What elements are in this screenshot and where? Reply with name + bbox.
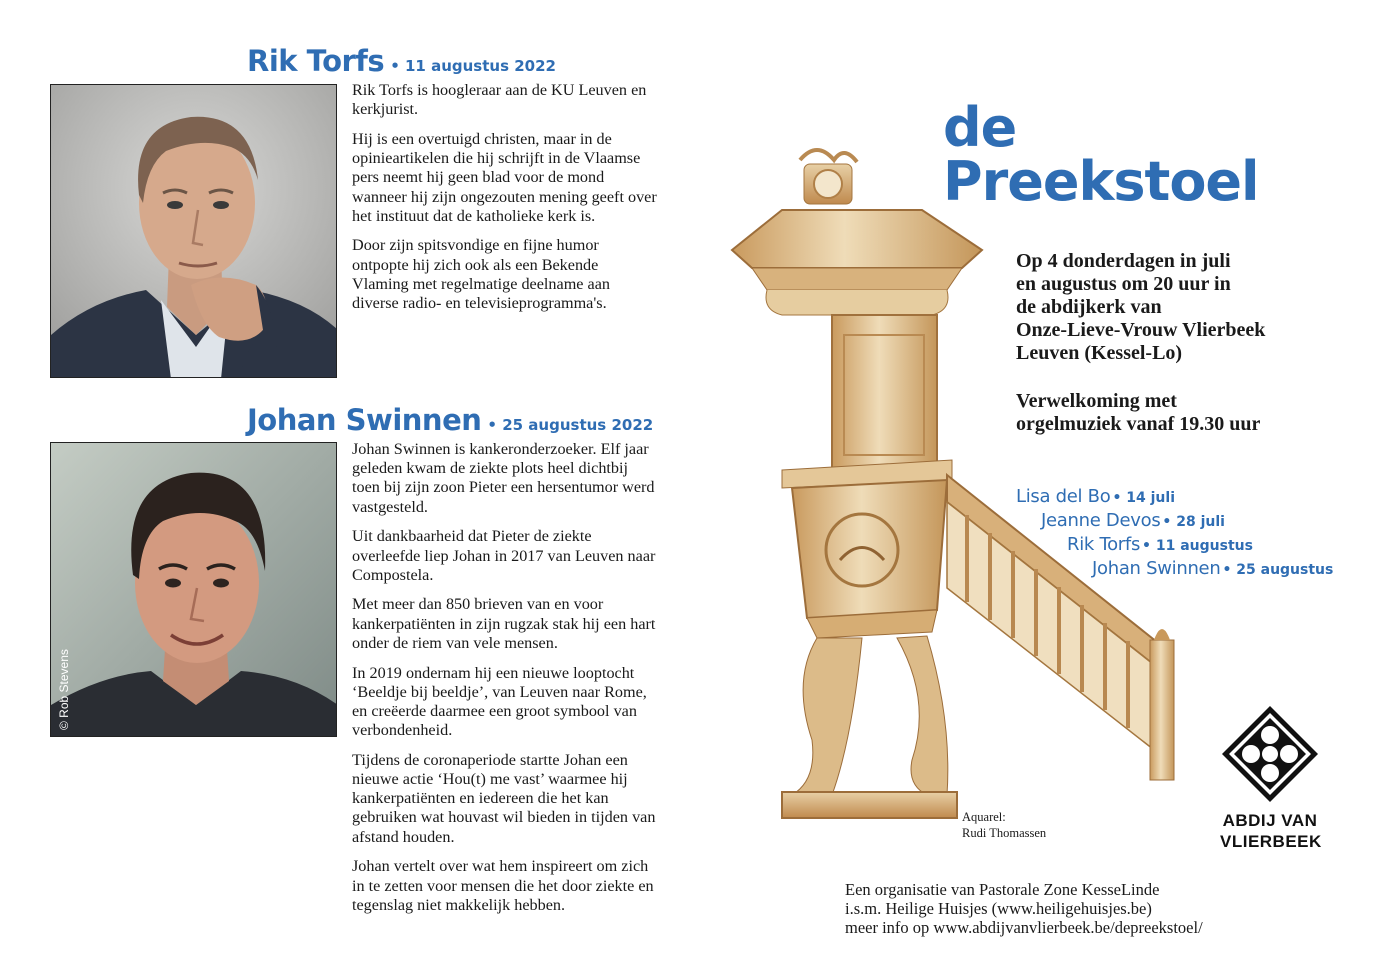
schedule-date: • 28 juli — [1162, 514, 1225, 530]
schedule-item — [1016, 486, 1175, 507]
speaker-name: Rik Torfs — [247, 44, 385, 78]
speaker-name: Johan Swinnen — [247, 403, 482, 437]
bio-paragraph: Rik Torfs is hoogleraar aan de KU Leuven en kerkjurist. — [352, 81, 647, 119]
bio-paragraph: Met meer dan 850 brieven van en voor kankerpatiënten in zijn rugzak stak hij een hart onder de riem van vele mensen. — [352, 595, 656, 652]
illustration-caption — [962, 809, 1046, 841]
bio-paragraph: Tijdens de coronaperiode startte Johan een nieuwe actie ‘Hou(t) me vast’ waarmee hij kankerpatiënten en iedereen die het kan gebruiken wat houvast wil bieden in tijden van afstand houden. — [352, 750, 656, 846]
title-line: de — [943, 96, 1017, 159]
organizer-info — [845, 880, 1203, 937]
info-line: de abdijkerk van — [1016, 296, 1162, 318]
speaker-date: • 11 augustus 2022 — [390, 57, 556, 75]
speaker-heading-rik-torfs — [247, 44, 556, 78]
rik-torfs-photo — [50, 84, 337, 378]
info-line: Onze-Lieve-Vrouw Vlierbeek — [1016, 319, 1266, 341]
organizer-line: Een organisatie van Pastorale Zone KesseLinde — [845, 880, 1160, 899]
abbey-logo — [1220, 704, 1320, 851]
speaker-date: • 25 augustus 2022 — [487, 416, 654, 434]
bio-paragraph: Johan vertelt over wat hem inspireert om zich in te zetten voor mensen die het door ziekte en tegenslag niet makkelijk hebben. — [352, 857, 654, 914]
bio-paragraph: Hij is een overtuigd christen, maar in de opinieartikelen die hij schrijft in de Vlaamse pers neemt hij geen blad voor de mond wanneer hij zijn ongezouten mening geeft over het instituut dat de katholieke kerk is. — [352, 129, 657, 225]
schedule-name: Rik Torfs — [1067, 534, 1141, 555]
schedule-date: • 14 juli — [1112, 490, 1175, 506]
info-line: Leuven (Kessel-Lo) — [1016, 342, 1183, 364]
speaker-heading-johan-swinnen — [247, 403, 653, 437]
portrait-illustration — [51, 443, 337, 737]
bio-paragraph: Uit dankbaarheid dat Pieter de ziekte overleefde liep Johan in 2017 van Leuven naar Compostela. — [352, 527, 656, 584]
pulpit-illustration — [722, 140, 1192, 830]
info-line: Op 4 donderdagen in juli — [1016, 250, 1231, 272]
logo-line: VLIERBEEK — [1220, 832, 1322, 851]
schedule-item — [1092, 558, 1333, 579]
photo-credit: © Rob Stevens — [57, 649, 71, 730]
johan-swinnen-bio — [352, 440, 657, 925]
event-info — [1016, 250, 1265, 365]
schedule-date: • 11 augustus — [1142, 538, 1253, 554]
schedule-name: Jeanne Devos — [1041, 510, 1161, 531]
logo-line: ABDIJ VAN — [1222, 811, 1318, 830]
welcome-info — [1016, 390, 1260, 436]
johan-swinnen-photo — [50, 442, 337, 737]
page-title — [943, 96, 1259, 213]
bio-paragraph: Door zijn spitsvondige en fijne humor ontpopte hij zich ook als een Bekende Vlaming met regelmatige deelname aan diverse radio- en televisieprogramma's. — [352, 236, 610, 313]
bio-paragraph: In 2019 ondernam hij een nieuwe looptocht ‘Beeldje bij beeldje’, van Leuven naar Rome, en creëerde daarmee een groot symbool van verbondenheid. — [352, 663, 647, 740]
schedule-item — [1041, 510, 1225, 531]
bio-paragraph: Johan Swinnen is kankeronderzoeker. Elf jaar geleden kwam de ziekte plots heel dichtbij toen bij zijn zoon Pieter een hersentumor werd vastgesteld. — [352, 440, 655, 516]
schedule-date: • 25 augustus — [1222, 562, 1334, 578]
info-line: en augustus om 20 uur in — [1016, 273, 1231, 295]
organizer-line: i.s.m. Heilige Huisjes (www.heiligehuisjes.be) — [845, 899, 1152, 918]
portrait-illustration — [51, 85, 337, 378]
rik-torfs-bio — [352, 81, 657, 324]
caption-line: Aquarel: — [962, 810, 1006, 824]
organizer-line: meer info op www.abdijvanvlierbeek.be/depreekstoel/ — [845, 918, 1203, 937]
info-line: orgelmuziek vanaf 19.30 uur — [1016, 413, 1261, 435]
schedule-name: Lisa del Bo — [1016, 486, 1111, 507]
schedule-name: Johan Swinnen — [1092, 558, 1221, 579]
caption-line: Rudi Thomassen — [962, 826, 1047, 840]
info-line: Verwelkoming met — [1016, 390, 1177, 412]
schedule-item — [1067, 534, 1253, 555]
title-line: Preekstoel — [943, 150, 1259, 213]
abbey-logo-icon — [1220, 704, 1320, 804]
